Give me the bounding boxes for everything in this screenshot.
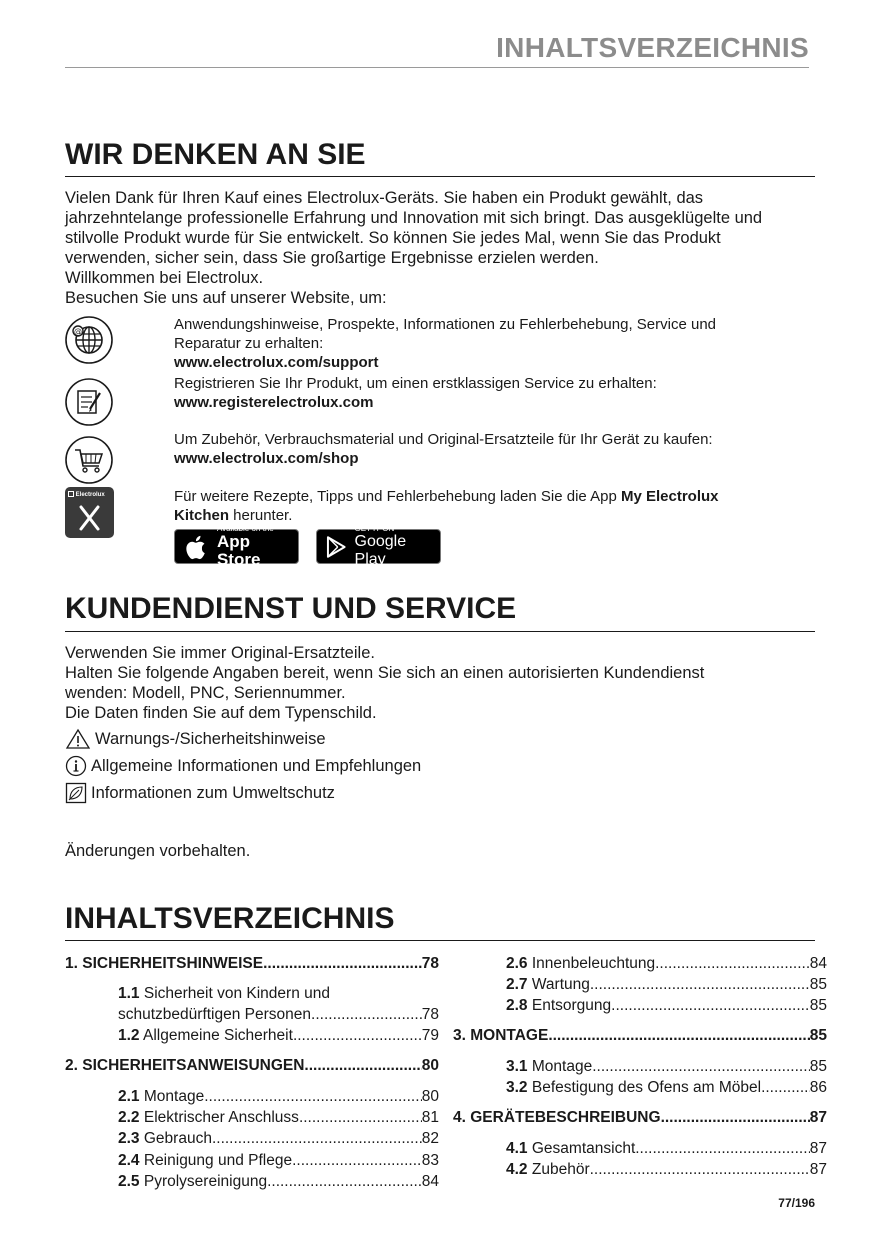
legend-text: Informationen zum Umweltschutz <box>91 784 335 802</box>
toc-label: Innenbeleuchtung <box>527 955 656 972</box>
toc-entry[interactable] <box>118 1150 439 1171</box>
globe-icon <box>64 315 114 365</box>
paragraph-line: stilvolle Produkt wurde für Sie entwickelt. So können Sie jedes Mal, wenn Sie das Produkt <box>65 229 721 247</box>
toc-page: 87 <box>809 1161 827 1178</box>
paragraph-line: verwenden, sicher sein, dass Sie großartige Ergebnisse erzielen werden. <box>65 249 599 267</box>
google-play-label: Google Play <box>354 533 407 568</box>
toc-leader <box>263 953 422 974</box>
paragraph-line: Die Daten finden Sie auf dem Typenschild. <box>65 704 377 722</box>
electrolux-app-icon <box>65 487 114 538</box>
toc-entry[interactable] <box>118 1128 439 1149</box>
toc-page: 80 <box>421 1088 439 1105</box>
toc-label: Elektrischer Anschluss <box>139 1109 299 1126</box>
intro-paragraph <box>65 188 815 308</box>
register-icon <box>64 377 114 427</box>
web-item-text: Reparatur zu erhalten: <box>174 335 324 352</box>
toc-number: 1.1 <box>118 985 140 1002</box>
toc-label: 1. SICHERHEITSHINWEISE <box>65 955 264 972</box>
toc-number: 3.1 <box>506 1058 528 1075</box>
toc-label: 4. GERÄTEBESCHREIBUNG <box>453 1109 661 1126</box>
toc-leader <box>661 1107 810 1128</box>
toc-leader <box>548 1025 809 1046</box>
page-number: 77/196 <box>778 1196 815 1210</box>
section-title-inhaltsverzeichnis: INHALTSVERZEICHNIS <box>65 902 395 935</box>
apple-icon <box>185 534 211 560</box>
changes-reserved-note: Änderungen vorbehalten. <box>65 842 251 860</box>
info-icon <box>65 755 87 777</box>
toc-page: 87 <box>809 1140 827 1157</box>
toc-leader <box>592 1056 810 1077</box>
toc-page: 85 <box>809 976 827 993</box>
toc-number: 4.2 <box>506 1161 528 1178</box>
toc-label: Montage <box>139 1088 205 1105</box>
toc-entry[interactable] <box>506 995 827 1016</box>
toc-entry[interactable] <box>65 953 439 974</box>
toc-label: Entsorgung <box>527 997 612 1014</box>
section-title-kundendienst: KUNDENDIENST UND SERVICE <box>65 592 517 625</box>
leaf-icon <box>65 782 87 804</box>
toc-page: 78 <box>421 955 439 972</box>
toc-leader <box>292 1150 422 1171</box>
toc-number: 2.1 <box>118 1088 140 1105</box>
toc-number: 2.8 <box>506 997 528 1014</box>
toc-entry[interactable] <box>118 983 439 1004</box>
toc-page: 79 <box>421 1027 439 1044</box>
toc-number: 2.7 <box>506 976 528 993</box>
toc-label: Gebrauch <box>139 1130 212 1147</box>
toc-leader <box>304 1055 421 1076</box>
paragraph-line: Willkommen bei Electrolux. <box>65 269 264 287</box>
toc-label: 3. MONTAGE <box>453 1027 549 1044</box>
register-link[interactable]: www.registerelectrolux.com <box>174 394 374 411</box>
toc-entry[interactable] <box>65 1055 439 1076</box>
toc-entry[interactable] <box>506 953 827 974</box>
service-paragraph <box>65 643 815 723</box>
toc-leader <box>761 1077 810 1098</box>
google-play-icon <box>325 535 349 559</box>
toc-number: 4.1 <box>506 1140 528 1157</box>
paragraph-line: Besuchen Sie uns auf unserer Website, um: <box>65 289 387 307</box>
toc-page: 78 <box>421 1006 439 1023</box>
toc-entry[interactable] <box>118 1025 439 1046</box>
toc-label: Allgemeine Sicherheit <box>139 1027 293 1044</box>
warning-icon <box>65 728 91 750</box>
toc-label: Reinigung und Pflege <box>139 1152 293 1169</box>
app-promo-text <box>174 487 814 525</box>
toc-leader <box>299 1107 422 1128</box>
svg-text:@: @ <box>74 327 82 336</box>
toc-entry[interactable] <box>118 1086 439 1107</box>
toc-number: 2.5 <box>118 1173 140 1190</box>
toc-entry-continued[interactable] <box>118 1004 439 1025</box>
toc-entry[interactable] <box>118 1107 439 1128</box>
toc-leader <box>311 1004 422 1025</box>
section-rule <box>65 631 815 632</box>
toc-entry[interactable] <box>453 1107 827 1128</box>
fork-knife-icon <box>65 487 114 538</box>
toc-label: Gesamtansicht <box>527 1140 636 1157</box>
shopping-cart-icon <box>64 435 114 485</box>
app-promo-text-before: Für weitere Rezepte, Tipps und Fehlerbehebung laden Sie die App <box>174 488 621 505</box>
toc-page: 82 <box>421 1130 439 1147</box>
web-item-text: Registrieren Sie Ihr Produkt, um einen erstklassigen Service zu erhalten: <box>174 375 657 392</box>
support-link[interactable]: www.electrolux.com/support <box>174 354 379 371</box>
app-name-cont: Kitchen <box>174 507 230 524</box>
toc-number: 2.3 <box>118 1130 140 1147</box>
toc-number: 1.2 <box>118 1027 140 1044</box>
toc-label: Wartung <box>527 976 590 993</box>
google-play-small-text: GET IT ON <box>354 524 395 533</box>
toc-leader <box>590 1159 810 1180</box>
toc-entry[interactable] <box>453 1025 827 1046</box>
toc-label: Pyrolysereinigung <box>139 1173 268 1190</box>
toc-label: schutzbedürftigen Personen <box>118 1006 312 1023</box>
paragraph-line: jahrzehntelange professionelle Erfahrung und Innovation mit sich bringt. Das ausgeklügelte und <box>65 209 763 227</box>
toc-label: Montage <box>527 1058 593 1075</box>
app-name: My Electrolux <box>620 488 719 505</box>
toc-leader <box>293 1025 422 1046</box>
toc-label: Sicherheit von Kindern und <box>139 985 330 1002</box>
toc-leader <box>590 974 810 995</box>
electrolux-app-label: Electrolux <box>75 492 105 498</box>
toc-entry[interactable] <box>506 974 827 995</box>
toc-entry[interactable] <box>506 1138 827 1159</box>
toc-entry[interactable] <box>506 1159 827 1180</box>
paragraph-line: Verwenden Sie immer Original-Ersatzteile. <box>65 644 375 662</box>
legend-warning <box>65 728 326 750</box>
app-promo-text-after: herunter. <box>229 507 293 524</box>
web-item-shop <box>174 430 814 468</box>
toc-entry[interactable] <box>506 1077 827 1098</box>
toc-page: 85 <box>809 1027 827 1044</box>
toc-page: 86 <box>809 1079 827 1096</box>
paragraph-line: Vielen Dank für Ihren Kauf eines Electrolux-Geräts. Sie haben ein Produkt gewählt, das <box>65 189 704 207</box>
legend-info <box>65 755 421 777</box>
toc-number: 2.6 <box>506 955 528 972</box>
shop-link[interactable]: www.electrolux.com/shop <box>174 450 359 467</box>
toc-page: 85 <box>809 1058 827 1075</box>
paragraph-line: Halten Sie folgende Angaben bereit, wenn Sie sich an einen autorisierten Kundendienst <box>65 664 705 682</box>
toc-label: 2. SICHERHEITSANWEISUNGEN <box>65 1057 305 1074</box>
toc-page: 81 <box>421 1109 439 1126</box>
toc-leader <box>204 1086 422 1107</box>
section-title-wir-denken: WIR DENKEN AN SIE <box>65 138 366 171</box>
web-item-register <box>174 374 814 412</box>
legend-environment <box>65 782 335 804</box>
toc-label: Befestigung des Ofens am Möbel <box>527 1079 762 1096</box>
section-rule <box>65 176 815 177</box>
running-header-title: INHALTSVERZEICHNIS <box>496 32 809 63</box>
legend-text: Allgemeine Informationen und Empfehlungen <box>91 757 422 775</box>
toc-number: 3.2 <box>506 1079 528 1096</box>
toc-page: 84 <box>421 1173 439 1190</box>
paragraph-line: wenden: Modell, PNC, Seriennummer. <box>65 684 346 702</box>
app-store-button[interactable] <box>174 524 299 569</box>
legend-text: Warnungs-/Sicherheitshinweise <box>95 730 326 748</box>
google-play-button[interactable] <box>316 524 441 568</box>
section-rule <box>65 940 815 941</box>
toc-leader <box>635 1138 810 1159</box>
toc-page: 84 <box>809 955 827 972</box>
toc-label: Zubehör <box>527 1161 590 1178</box>
toc-page: 80 <box>421 1057 439 1074</box>
toc-leader <box>655 953 810 974</box>
web-item-text: Um Zubehör, Verbrauchsmaterial und Original-Ersatzteile für Ihr Gerät zu kaufen: <box>174 431 713 448</box>
toc-leader <box>611 995 810 1016</box>
toc-leader <box>212 1128 422 1149</box>
toc-entry[interactable] <box>506 1056 827 1077</box>
toc-entry[interactable] <box>118 1171 439 1192</box>
toc-number: 2.2 <box>118 1109 140 1126</box>
app-store-small-text: Available on the <box>216 524 274 533</box>
toc-page: 83 <box>421 1152 439 1169</box>
web-item-text: Anwendungshinweise, Prospekte, Informationen zu Fehlerbehebung, Service und <box>174 316 717 333</box>
toc-number: 2.4 <box>118 1152 140 1169</box>
app-store-label: App Store <box>216 532 261 569</box>
toc-page: 87 <box>809 1109 827 1126</box>
header-rule <box>65 67 809 68</box>
web-item-support <box>174 315 814 372</box>
toc-leader <box>267 1171 422 1192</box>
toc-page: 85 <box>809 997 827 1014</box>
